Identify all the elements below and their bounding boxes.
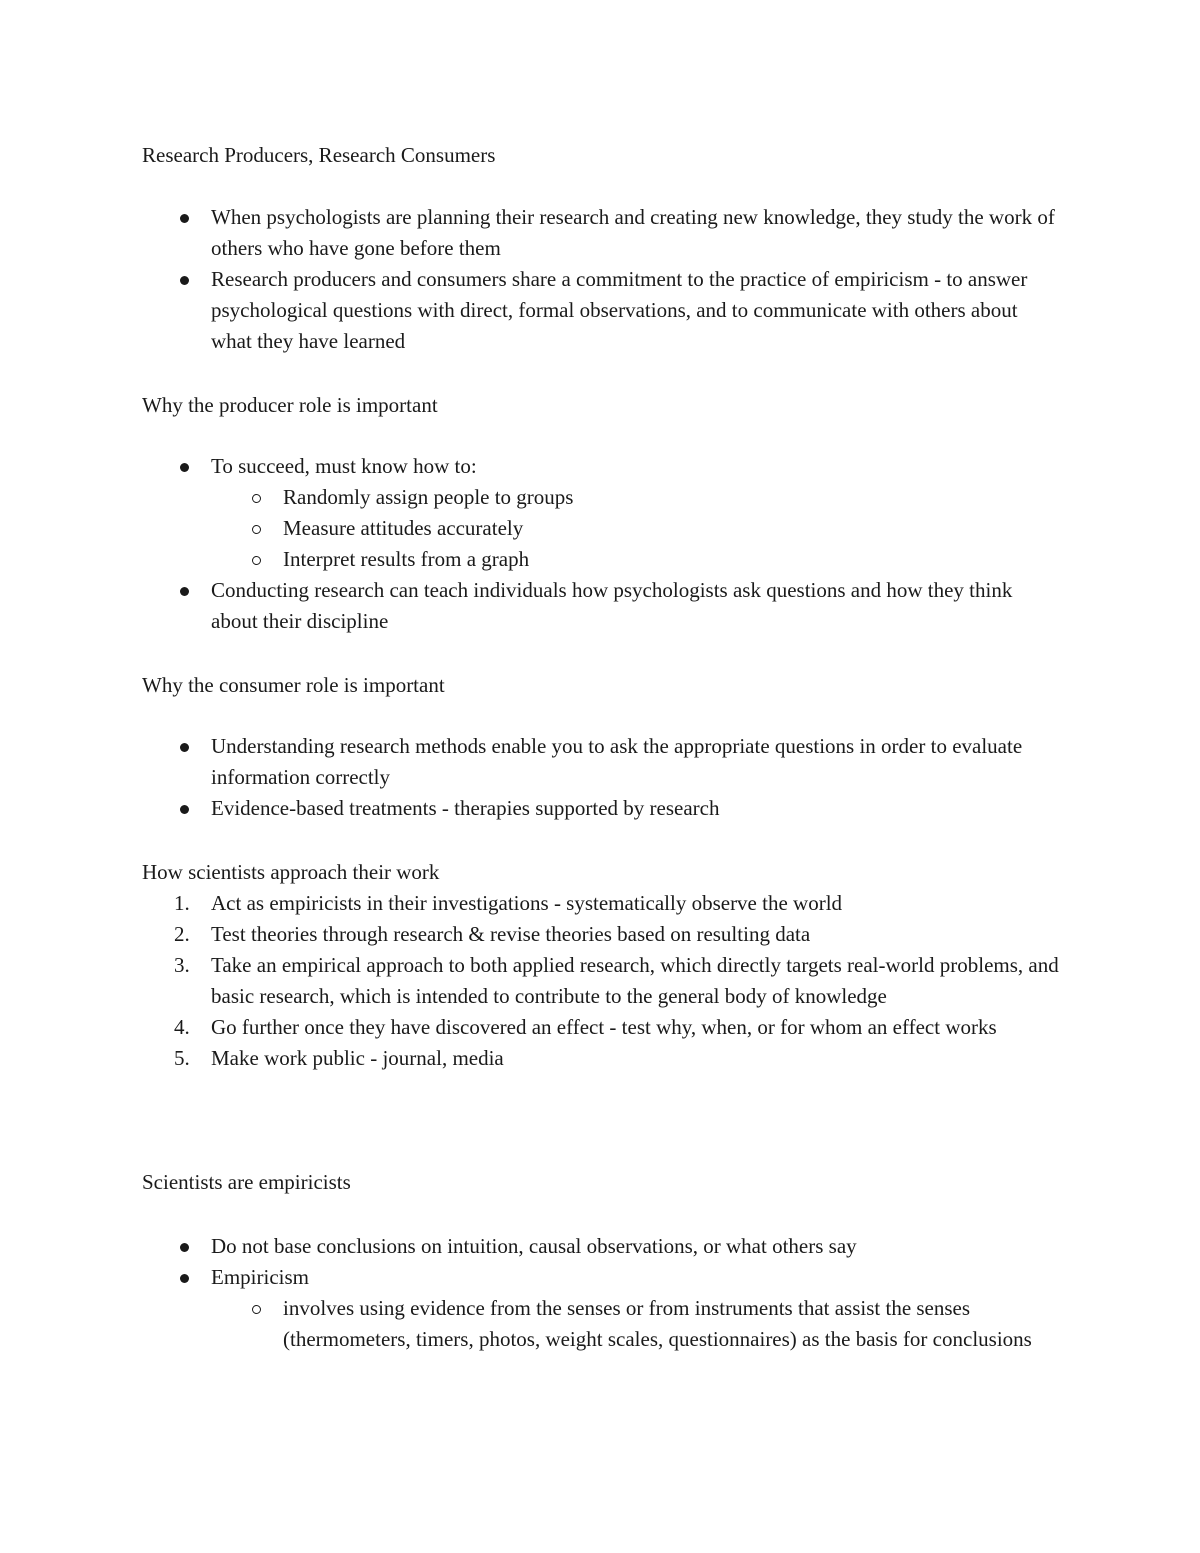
section-heading: Why the consumer role is important bbox=[142, 673, 445, 697]
circle-bullet-icon bbox=[252, 525, 261, 534]
list-item: 1. Act as empiricists in their investigations - systematically observe the world bbox=[0, 888, 1061, 919]
list-item: When psychologists are planning their research and creating new knowledge, they study the work of others who have gone before them bbox=[0, 202, 1061, 264]
list-item: Conducting research can teach individuals how psychologists ask questions and how they think about their discipline bbox=[0, 575, 1061, 637]
list-item: Do not base conclusions on intuition, causal observations, or what others say bbox=[0, 1231, 1061, 1262]
list-item: 4. Go further once they have discovered an effect - test why, when, or for whom an effect works bbox=[0, 1012, 1061, 1043]
bullet-icon bbox=[180, 743, 189, 752]
bullet-icon bbox=[180, 276, 189, 285]
sub-list-item: Randomly assign people to groups bbox=[0, 482, 1063, 513]
bullet-icon bbox=[180, 463, 189, 472]
bullet-list bbox=[0, 731, 1061, 824]
numbered-list bbox=[0, 888, 1061, 1074]
section-heading: Why the producer role is important bbox=[142, 393, 438, 417]
sub-list-item: involves using evidence from the senses or from instruments that assist the senses (thermometers, timers, photos, weight scales, questionnaires) as the basis for conclusions bbox=[0, 1293, 1063, 1355]
sub-list-item: Interpret results from a graph bbox=[0, 544, 1063, 575]
bullet-icon bbox=[180, 1274, 189, 1283]
list-item: 2. Test theories through research & revise theories based on resulting data bbox=[0, 919, 1061, 950]
bullet-icon bbox=[180, 805, 189, 814]
list-item: Empiricism bbox=[0, 1262, 1061, 1293]
list-item: Research producers and consumers share a commitment to the practice of empiricism - to answer psychological questions with direct, formal observations, and to communicate with others about what they have learned bbox=[0, 264, 1061, 357]
list-number: 4. bbox=[174, 1015, 190, 1039]
list-item: Understanding research methods enable you to ask the appropriate questions in order to evaluate information correctly bbox=[0, 731, 1061, 793]
section-heading: Scientists are empiricists bbox=[142, 1170, 351, 1194]
list-item: Evidence-based treatments - therapies supported by research bbox=[0, 793, 1061, 824]
bullet-list bbox=[0, 1231, 1063, 1355]
list-number: 5. bbox=[174, 1046, 190, 1070]
list-number: 1. bbox=[174, 891, 190, 915]
bullet-icon bbox=[180, 1243, 189, 1252]
list-number: 3. bbox=[174, 953, 190, 977]
bullet-list bbox=[0, 202, 1061, 357]
list-item: 3. Take an empirical approach to both applied research, which directly targets real-world problems, and basic research, which is intended to contribute to the general body of knowledge bbox=[0, 950, 1061, 1012]
list-item: 5. Make work public - journal, media bbox=[0, 1043, 1061, 1074]
circle-bullet-icon bbox=[252, 1305, 261, 1314]
section-heading: How scientists approach their work bbox=[142, 860, 440, 884]
circle-bullet-icon bbox=[252, 556, 261, 565]
section-heading: Research Producers, Research Consumers bbox=[142, 143, 496, 167]
bullet-icon bbox=[180, 587, 189, 596]
list-item: To succeed, must know how to: bbox=[0, 451, 1061, 482]
bullet-icon bbox=[180, 214, 189, 223]
bullet-list bbox=[0, 451, 1063, 637]
sub-list-item: Measure attitudes accurately bbox=[0, 513, 1063, 544]
list-number: 2. bbox=[174, 922, 190, 946]
circle-bullet-icon bbox=[252, 494, 261, 503]
